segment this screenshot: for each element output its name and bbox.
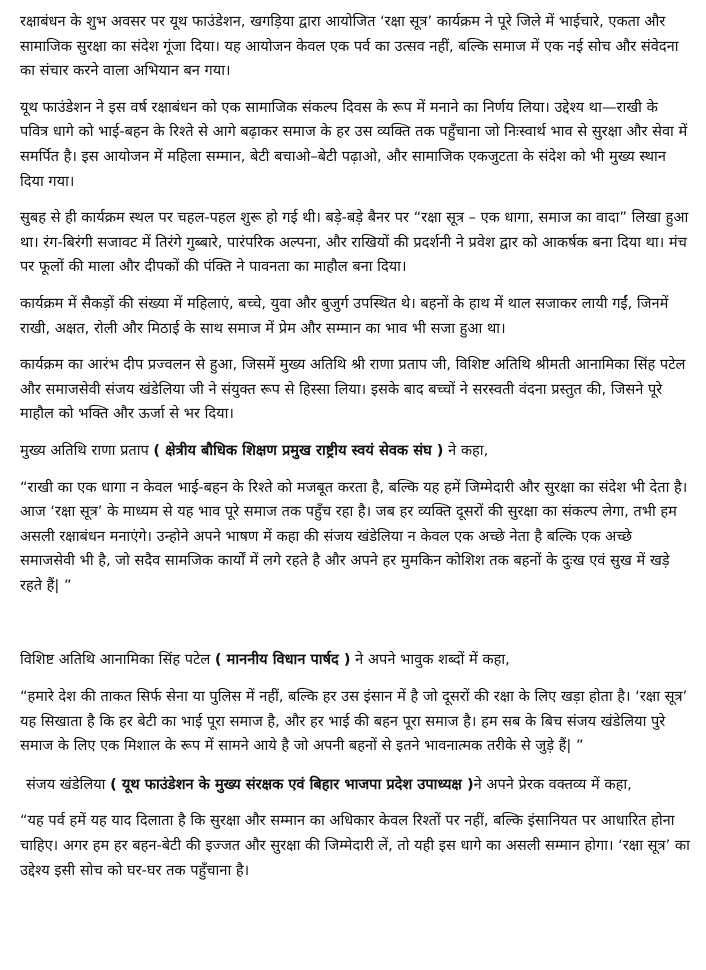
speaker-2-quote: “हमारे देश की ताकत सिर्फ सेना या पुलिस में नहीं, बल्कि हर उस इंसान में है जो दूसरों की रक्षा के लिए खड़ा होता है। ‘रक्षा सूत्र’ यह सिखाता है कि हर बेटी का भाई पूरा समाज है, और हर भाई की बहन पूरा समाज है। हम सब के बिच संजय खंडेलिया पुरे समाज के लिए एक मिशाल के रूप में सामने आये है जो अपनी बहनों से इतने भावनात्मक तरीके से जुड़े हैं| ”	[20, 688, 688, 755]
speaker-3-title: ( यूथ फाउंडेशन के मुख्य संरक्षक एवं बिहार भाजपा प्रदेश उपाध्यक्ष )	[110, 775, 474, 793]
speaker-2-title: ( माननीय विधान पार्षद )	[214, 651, 351, 669]
speaker-3-intro	[20, 773, 690, 798]
speaker-3-name: संजय खंडेलिया	[26, 775, 111, 793]
paragraph-venue: सुबह से ही कार्यक्रम स्थल पर चहल-पहल शुरू हो गई थी। बड़े-बड़े बैनर पर “रक्षा सूत्र – एक धागा, समाज का वादा” लिखा हुआ था। रंग-बिरंगी सजावट में तिरंगे गुब्बारे, पारंपरिक अल्पना, और राखियों की प्रदर्शनी ने प्रवेश द्वार को आकर्षक बना दिया था। मंच पर फूलों की माला और दीपकों की पंक्ति ने पावनता का माहौल बना दिया।	[20, 209, 689, 276]
speaker-3-said: ने अपने प्रेरक वक्तव्य में कहा,	[473, 775, 632, 793]
paragraph-attendance: कार्यक्रम में सैकड़ों की संख्या में महिलाएं, बच्चे, युवा और बुजुर्ग उपस्थित थे। बहनों के हाथ में थाल सजाकर लायी गईं, जिनमें राखी, अक्षत, रोली और मिठाई के साथ समाज में प्रेम और सम्मान का भाव भी सजा हुआ था।	[20, 294, 669, 337]
speaker-3-quote: “यह पर्व हमें यह याद दिलाता है कि सुरक्षा और सम्मान का अधिकार केवल रिश्तों पर नहीं, बल्कि इंसानियत पर आधारित होना चाहिए। अगर हम हर बहन-बेटी की इज्जत और सुरक्षा की जिम्मेदारी लें, तो यही इस धागे का असली सम्मान होगा। ‘रक्षा सूत्र’ का उद्देश्य इसी सोच को घर-घर तक पहुँचाना है।	[20, 812, 690, 879]
speaker-1-name: मुख्य अतिथि राणा प्रताप	[20, 441, 154, 459]
speaker-1-intro	[20, 439, 690, 464]
speaker-2-name: विशिष्ट अतिथि आनामिका सिंह पटेल	[20, 651, 215, 669]
speaker-1-said: ने कहा,	[443, 441, 489, 459]
paragraph-intro: रक्षाबंधन के शुभ अवसर पर यूथ फाउंडेशन, खगड़िया द्वारा आयोजित ‘रक्षा सूत्र’ कार्यक्रम ने पूरे जिले में भाईचारे, एकता और सामाजिक सुरक्षा का संदेश गूंजा दिया। यह आयोजन केवल एक पर्व का उत्सव नहीं, बल्कि समाज में एक नई सोच और संवेदना का संचार करने वाला अभियान बन गया।	[20, 13, 679, 80]
paragraph-resolve: यूथ फाउंडेशन ने इस वर्ष रक्षाबंधन को एक सामाजिक संकल्प दिवस के रूप में मनाने का निर्णय लिया। उद्देश्य था—राखी के पवित्र धागे को भाई-बहन के रिश्ते से आगे बढ़ाकर समाज के हर उस व्यक्ति तक पहुँचाना जो निःस्वार्थ भाव से सुरक्षा और सेवा में समर्पित है। इस आयोजन में महिला सम्मान, बेटी बचाओ–बेटी पढ़ाओ, और सामाजिक एकजुटता के संदेश को भी मुख्य स्थान दिया गया।	[20, 98, 688, 190]
section-gap	[20, 612, 690, 648]
speaker-1-title: ( क्षेत्रीय बौधिक शिक्षण प्रमुख राष्ट्रीय स्वयं सेवक संघ )	[153, 441, 444, 459]
paragraph-inauguration: कार्यक्रम का आरंभ दीप प्रज्वलन से हुआ, जिसमें मुख्य अतिथि श्री राणा प्रताप जी, विशिष्ट अतिथि श्रीमती आनामिका सिंह पटेल और समाजसेवी संजय खंडेलिया जी ने संयुक्त रूप से हिस्सा लिया। इसके बाद बच्चों ने सरस्वती वंदना प्रस्तुत की, जिसने पूरे माहौल को भक्ति और ऊर्जा से भर दिया।	[20, 356, 686, 423]
speaker-2-said: ने अपने भावुक शब्दों में कहा,	[350, 651, 510, 669]
speaker-2-intro	[20, 648, 690, 673]
speaker-1-quote: “राखी का एक धागा न केवल भाई-बहन के रिश्ते को मजबूत करता है, बल्कि यह हमें जिम्मेदारी और सुरक्षा का संदेश भी देता है। आज ‘रक्षा सूत्र’ के माध्यम से यह भाव पूरे समाज तक पहुँच रहा है। जब हर व्यक्ति दूसरों की सुरक्षा का संकल्प लेगा, तभी हम असली रक्षाबंधन मनाएंगे। उन्होने अपने भाषण में कहा की संजय खंडेलिया न केवल एक अच्छे नेता है बल्कि एक अच्छे समाजसेवी भी है, जो सदैव सामजिक कार्यों में लगे रहते है और अपने हर मुमकिन कोशिश तक बहनों के दुःख एवं सुख में खड़े रहते हैं| ”	[20, 478, 688, 594]
